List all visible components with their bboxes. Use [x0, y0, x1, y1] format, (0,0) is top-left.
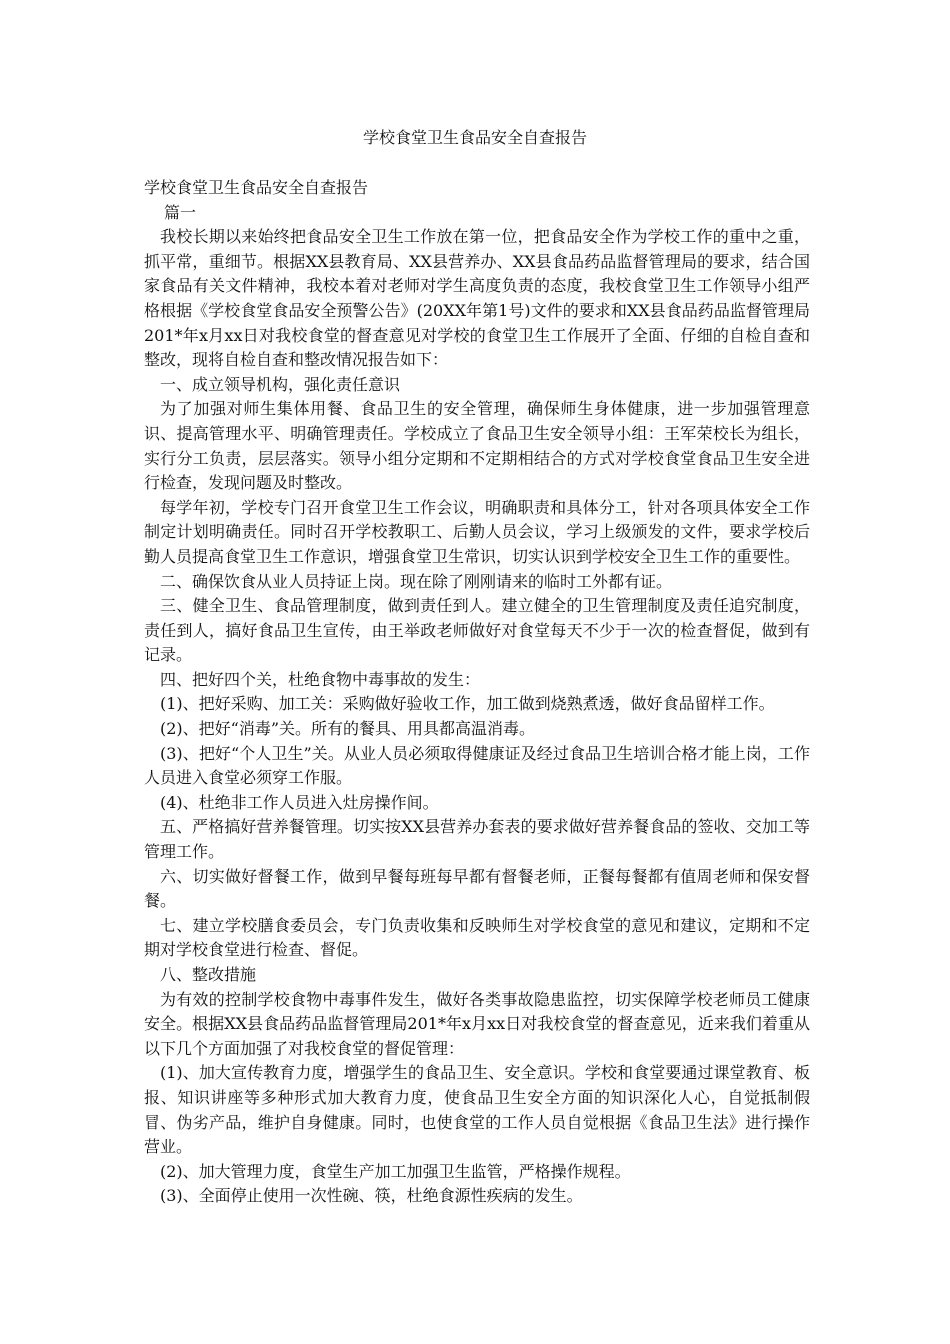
- paragraph: (4)、杜绝非工作人员进入灶房操作间。: [160, 792, 439, 812]
- paragraph: 为了加强对师生集体用餐、食品卫生的安全管理，确保师生身体健康，进一步加强管理意识、提高管理水平、明确管理责任。学校成立了食品卫生安全领导小组：王军荣校长为组长，实行分工负责，层层落实。领导小组分定期和不定期相结合的方式对学校食堂食品卫生安全进行检查，发现问题及时整改。: [144, 399, 810, 493]
- paragraph: 七、建立学校膳食委员会，专门负责收集和反映师生对学校食堂的意见和建议，定期和不定期对学校食堂进行检查、督促。: [144, 915, 810, 960]
- paragraph: (2)、把好“消毒”关。所有的餐具、用具都高温消毒。: [160, 719, 536, 739]
- paragraph: 二、确保饮食从业人员持证上岗。现在除了刚刚请来的临时工外都有证。: [160, 571, 673, 591]
- paragraph: 我校长期以来始终把食品安全卫生工作放在第一位，把食品安全作为学校工作的重中之重，抓平常，重细节。根据XX县教育局、XX县营养办、XX县食品药品监督管理局的要求，结合国家食品有关文件精神，我校本着对老师对学生高度负责的态度，我校食堂卫生工作领导小组严格根据《学校食堂食品安全预警公告》(20XX年第1号)文件的要求和XX县食品药品监督管理局201*年x月xx日对我校食堂的督查意见对学校的食堂卫生工作展开了全面、仔细的自检自查和整改，现将自检自查和整改情况报告如下：: [144, 227, 810, 370]
- paragraph: 篇一: [164, 202, 197, 222]
- paragraph: 每学年初，学校专门召开食堂卫生工作会议，明确职责和具体分工，针对各项具体安全工作制定计划明确责任。同时召开学校教职工、后勤人员会议，学习上级颁发的文件，要求学校后勤人员提高食堂卫生工作意识，增强食堂卫生常识，切实认识到学校安全卫生工作的重要性。: [144, 497, 810, 566]
- paragraph: (1)、把好采购、加工关：采购做好验收工作，加工做到烧熟煮透，做好食品留样工作。: [160, 694, 775, 714]
- paragraph: (2)、加大管理力度，食堂生产加工加强卫生监管，严格操作规程。: [160, 1161, 631, 1181]
- paragraph: 三、健全卫生、食品管理制度，做到责任到人。建立健全的卫生管理制度及责任追究制度，责任到人，搞好食品卫生宣传，由王举政老师做好对食堂每天不少于一次的检查督促，做到有记录。: [144, 596, 810, 665]
- paragraph: (3)、把好“个人卫生”关。从业人员必须取得健康证及经过食品卫生培训合格才能上岗，工作人员进入食堂必须穿工作服。: [144, 743, 810, 788]
- document-title: 学校食堂卫生食品安全自查报告: [362, 128, 587, 147]
- paragraph: 学校食堂卫生食品安全自查报告: [144, 178, 369, 197]
- paragraph: 四、把好四个关，杜绝食物中毒事故的发生：: [160, 669, 481, 689]
- paragraph: 八、整改措施: [160, 965, 257, 984]
- paragraph: 六、切实做好督餐工作，做到早餐每班每早都有督餐老师，正餐每餐都有值周老师和保安督餐。: [144, 866, 810, 911]
- document-body: [144, 176, 810, 1209]
- paragraph: (3)、全面停止使用一次性碗、筷，杜绝食源性疾病的发生。: [160, 1186, 583, 1206]
- paragraph: (1)、加大宣传教育力度，增强学生的食品卫生、安全意识。学校和食堂要通过课堂教育、板报、知识讲座等多种形式加大教育力度，使食品卫生安全方面的知识深化人心，自觉抵制假冒、伪劣产品，维护自身健康。同时，也使食堂的工作人员自觉根据《食品卫生法》进行操作营业。: [144, 1063, 810, 1157]
- paragraph: 为有效的控制学校食物中毒事件发生，做好各类事故隐患监控，切实保障学校老师员工健康安全。根据XX县食品药品监督管理局201*年x月xx日对我校食堂的督查意见，近来我们着重从以下几个方面加强了对我校食堂的督促管理：: [144, 989, 810, 1058]
- paragraph: 五、严格搞好营养餐管理。切实按XX县营养办套表的要求做好营养餐食品的签收、交加工等管理工作。: [144, 817, 810, 862]
- paragraph: 一、成立领导机构，强化责任意识: [160, 374, 401, 394]
